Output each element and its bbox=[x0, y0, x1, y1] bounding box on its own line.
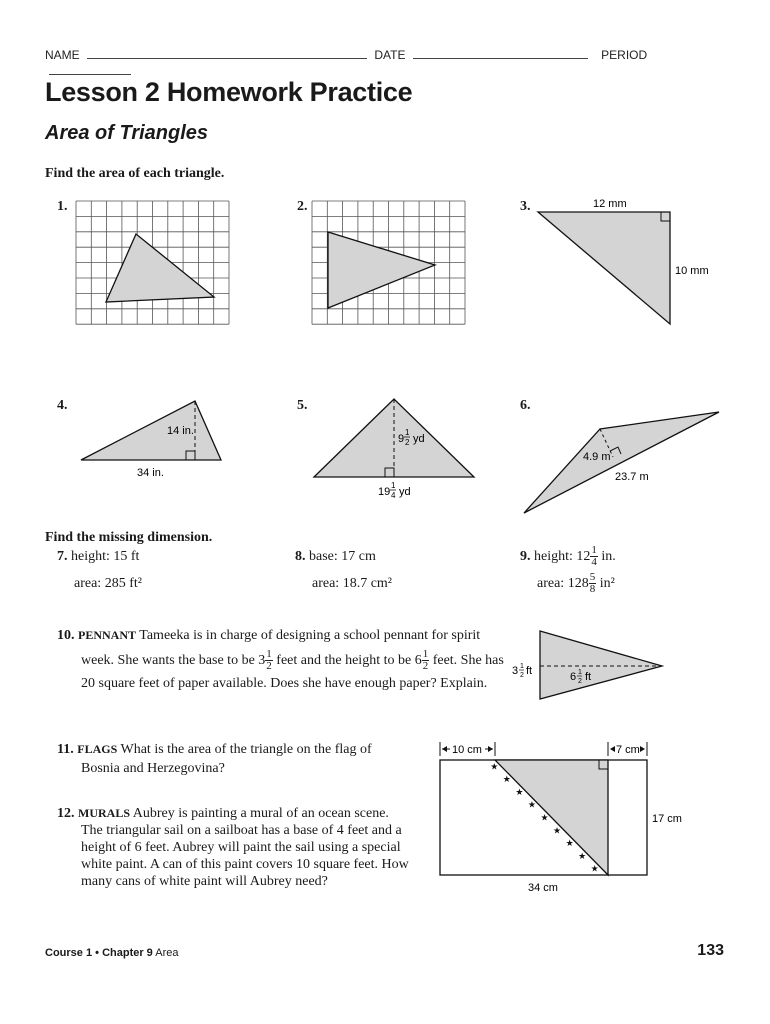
problem-7-area: area: 285 ft² bbox=[74, 576, 142, 591]
problem-5-base-num: 1 bbox=[391, 481, 396, 490]
page-footer bbox=[45, 947, 179, 959]
problem-12-line5: many cans of white paint will Aubrey need? bbox=[81, 874, 328, 889]
problem-5-height-whole: 9 bbox=[398, 433, 405, 445]
problem-1-number: 1. bbox=[57, 199, 68, 214]
name-date-period-header bbox=[45, 46, 725, 78]
problem-7-number: 7. bbox=[57, 549, 68, 564]
problem-4-figure bbox=[75, 392, 235, 482]
flag-star: ★ bbox=[578, 851, 587, 862]
flag-star: ★ bbox=[527, 800, 536, 811]
flag-dim-left-label: 10 cm bbox=[452, 744, 482, 756]
problem-10-line1: Tameeka is in charge of designing a school pennant for spirit bbox=[139, 628, 481, 643]
flag-star: ★ bbox=[553, 826, 562, 837]
problem-8-area: area: 18.7 cm² bbox=[312, 576, 392, 591]
flag-star: ★ bbox=[590, 864, 599, 875]
problem-4-height-label: 14 in. bbox=[167, 425, 194, 437]
footer-bullet: • bbox=[95, 947, 99, 959]
footer-chapter: Chapter 9 bbox=[102, 947, 153, 959]
problem-12-number: 12. bbox=[57, 806, 75, 821]
problem-4-base-label: 34 in. bbox=[137, 467, 164, 479]
page-subtitle: Area of Triangles bbox=[45, 122, 209, 144]
problem-4-triangle bbox=[81, 401, 221, 460]
problem-10-line2b: feet and the height to be 6 bbox=[272, 653, 422, 668]
problem-8 bbox=[295, 545, 376, 568]
date-field[interactable] bbox=[413, 46, 588, 59]
problem-6-height-label: 4.9 m bbox=[583, 451, 611, 463]
problem-6-base-label: 23.7 m bbox=[615, 471, 649, 483]
problem-12-line4: white paint. A can of this paint covers 10 square feet. How bbox=[81, 857, 409, 872]
flag-dim-width-label: 34 cm bbox=[528, 882, 558, 894]
problem-10-fig-height-unit: ft bbox=[585, 671, 592, 683]
problem-10-fig-base-den: 2 bbox=[520, 672, 524, 679]
problem-3-number: 3. bbox=[520, 199, 531, 214]
problem-9-area-fraction: $\frac{5}{8}$ bbox=[589, 571, 596, 596]
problem-10-fig-height-den: 2 bbox=[578, 678, 582, 685]
period-label: PERIOD bbox=[601, 48, 648, 62]
problem-3-triangle bbox=[538, 212, 670, 324]
flag-star: ★ bbox=[540, 813, 549, 824]
problem-5-number: 5. bbox=[297, 398, 308, 413]
problem-5-base-unit: yd bbox=[399, 486, 411, 498]
problem-10-text bbox=[57, 624, 507, 695]
problem-12-text bbox=[57, 805, 427, 890]
problem-5-base-whole: 19 bbox=[378, 486, 391, 498]
problem-6-figure bbox=[520, 405, 730, 520]
problem-12-keyword: MURALS bbox=[78, 806, 131, 820]
problem-10-fig-base-unit: ft bbox=[526, 665, 533, 677]
problem-9-area bbox=[537, 572, 615, 595]
problem-9-area-unit: in² bbox=[596, 576, 615, 591]
problem-12-line2: The triangular sail on a sailboat has a base of 4 feet and a bbox=[81, 823, 402, 838]
flag-star: ★ bbox=[515, 787, 524, 798]
problem-2-number: 2. bbox=[297, 199, 308, 214]
problem-12-line1: Aubrey is painting a mural of an ocean scene. bbox=[132, 806, 389, 821]
name-field[interactable] bbox=[87, 46, 367, 59]
flag-dim-height-label: 17 cm bbox=[652, 813, 682, 825]
page-number: 133 bbox=[697, 942, 724, 959]
problem-10-number: 10. bbox=[57, 628, 75, 643]
problem-7-given: height: 15 ft bbox=[71, 549, 140, 564]
problem-5-base-den: 4 bbox=[391, 491, 396, 500]
problem-11-line1: What is the area of the triangle on the flag of bbox=[120, 742, 372, 757]
footer-topic: Area bbox=[155, 947, 179, 959]
problem-9-number: 9. bbox=[520, 549, 531, 564]
date-label: DATE bbox=[374, 48, 406, 62]
problem-11-flag-figure bbox=[430, 738, 700, 898]
problem-11-text bbox=[57, 738, 417, 777]
problem-10-height-fraction: $\frac{1}{2}$ bbox=[422, 648, 429, 673]
problem-11-number: 11. bbox=[57, 742, 74, 757]
problem-10-fig-height-whole: 6 bbox=[570, 671, 577, 683]
flag-dim-right-label: 7 cm bbox=[616, 744, 640, 756]
problem-9-height-whole: height: 12 bbox=[534, 549, 591, 564]
problem-10-line3: 20 square feet of paper available. Does she have enough paper? Explain. bbox=[81, 676, 488, 692]
problem-10-base-fraction: $\frac{1}{2}$ bbox=[266, 648, 272, 673]
flag-star: ★ bbox=[490, 762, 499, 773]
problem-7 bbox=[57, 545, 139, 568]
problem-3-height-label: 10 mm bbox=[675, 265, 709, 277]
problem-5-height-unit: yd bbox=[413, 433, 425, 445]
page-title: Lesson 2 Homework Practice bbox=[45, 77, 413, 107]
problem-8-number: 8. bbox=[295, 549, 306, 564]
flag-star: ★ bbox=[565, 839, 574, 850]
footer-course: Course 1 bbox=[45, 947, 93, 959]
problem-3-base-label: 12 mm bbox=[593, 198, 627, 210]
problem-5-figure bbox=[310, 395, 480, 505]
problem-11-line2: Bosnia and Herzegovina? bbox=[81, 761, 225, 776]
problem-10-fig-height-num: 1 bbox=[578, 669, 582, 676]
problem-10-fig-base-num: 1 bbox=[520, 663, 524, 670]
problem-10-fig-base-whole: 3 bbox=[512, 665, 519, 677]
problem-9-height-fraction: $\frac{1}{4}$ bbox=[591, 544, 597, 569]
problem-10-line2c: feet. She has bbox=[429, 653, 504, 668]
flag-star: ★ bbox=[502, 775, 511, 786]
problem-3-figure bbox=[530, 196, 750, 331]
problem-8-given: base: 17 cm bbox=[309, 549, 376, 564]
problem-10-pennant-triangle bbox=[540, 631, 662, 699]
name-label: NAME bbox=[45, 48, 80, 62]
problem-11-keyword: FLAGS bbox=[77, 742, 118, 756]
problem-12-line3: height of 6 feet. Aubrey will paint the sail using a special bbox=[81, 840, 401, 855]
problem-5-height-num: 1 bbox=[405, 428, 410, 437]
problem-4-number: 4. bbox=[57, 398, 68, 413]
problem-6-number: 6. bbox=[520, 398, 531, 413]
section1-instruction: Find the area of each triangle. bbox=[45, 166, 225, 181]
problem-5-height-den: 2 bbox=[405, 438, 410, 447]
problem-1-grid-figure bbox=[75, 200, 230, 327]
problem-9-height-unit: in. bbox=[597, 549, 616, 564]
problem-10-keyword: PENNANT bbox=[78, 628, 137, 642]
problem-10-pennant-figure bbox=[508, 628, 668, 703]
problem-10-line2a: week. She wants the base to be 3 bbox=[81, 653, 266, 668]
problem-2-grid-figure bbox=[311, 200, 466, 327]
problem-6-triangle bbox=[524, 412, 719, 513]
problem-9 bbox=[520, 545, 616, 568]
section2-instruction: Find the missing dimension. bbox=[45, 530, 213, 545]
problem-9-area-whole: area: 128 bbox=[537, 576, 589, 591]
period-field[interactable] bbox=[49, 62, 131, 75]
